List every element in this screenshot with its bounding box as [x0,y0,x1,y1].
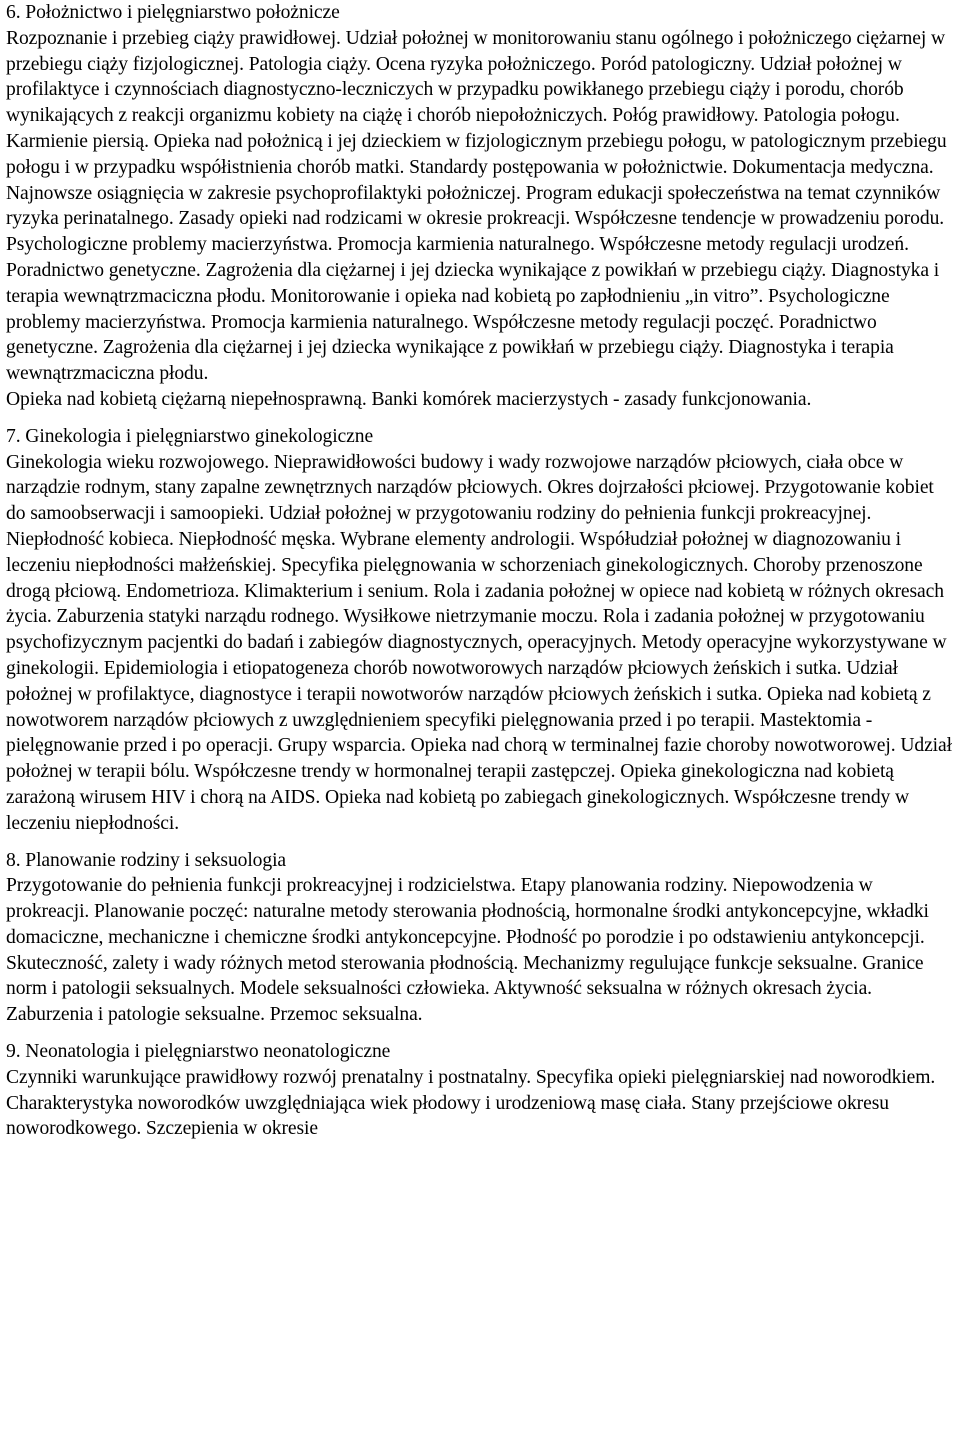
section-paragraph: Rozpoznanie i przebieg ciąży prawidłowej. Udział położnej w monitorowaniu stanu ogólnego i położniczego ciężarnej w przebiegu ciąży fizjologicznej. Patologia ciąży. Ocena ryzyka położniczego. Poród patologiczny. Udział położnej w profilaktyce i czynnościach diagnostyczno-leczniczych w przypadku powikłanego przebiegu ciąży i porodu, chorób wynikających z reakcji organizmu kobiety na ciążę i chorób niepołożniczych. Połóg prawidłowy. Patologia połogu. Karmienie piersią. Opieka nad położnicą i jej dzieckiem w fizjologicznym przebiegu połogu, w patologicznym przebiegu połogu i w przypadku współistnienia chorób matki. Standardy postępowania w położnictwie. Dokumentacja medyczna. Najnowsze osiągnięcia w zakresie psychoprofilaktyki położniczej. Program edukacji społeczeństwa na temat czynników ryzyka perinatalnego. Zasady opieki nad rodzicami w okresie prokreacji. Współczesne tendencje w prowadzeniu porodu. Psychologiczne problemy macierzyństwa. Promocja karmienia naturalnego. Współczesne metody regulacji urodzeń. Poradnictwo genetyczne. Zagrożenia dla ciężarnej i jej dziecka wynikające z powikłań w przebiegu ciąży. Diagnostyka i terapia wewnątrzmaciczna płodu. Monitorowanie i opieka nad kobietą po zapłodnieniu „in vitro”. Psychologiczne problemy macierzyństwa. Promocja karmienia naturalnego. Współczesne metody regulacji poczęć. Poradnictwo genetyczne. Zagrożenia dla ciężarnej i jej dziecka wynikające z powikłań w przebiegu ciąży. Diagnostyka i terapia wewnątrzmaciczna płodu. [6,27,947,385]
section-heading: 6. Położnictwo i pielęgniarstwo położnicze [6,2,340,23]
section-family-planning [6,848,954,1029]
section-heading: 9. Neonatologia i pielęgniarstwo neonatologiczne [6,1041,391,1063]
section-paragraph: Ginekologia wieku rozwojowego. Nieprawidłowości budowy i wady rozwojowe narządów płciowych, ciała obce w narządzie rodnym, stany zapalne zewnętrznych narządów płciowych. Okres dojrzałości płciowej. Przygotowanie kobiet do samoobserwacji i samoopieki. Udział położnej w przygotowaniu rodziny do pełnienia funkcji prokreacyjnej. Niepłodność kobieca. Niepłodność męska. Wybrane elementy andrologii. Współudział położnej w diagnozowaniu i leczeniu niepłodności małżeńskiej. Specyfika pielęgnowania w schorzeniach ginekologicznych. Choroby przenoszone drogą płciową. Endometrioza. Klimakterium i senium. Rola i zadania położnej w opiece nad kobietą w różnych okresach życia. Zaburzenia statyki narządu rodnego. Wysiłkowe nietrzymanie moczu. Rola i zadania położnej w przygotowaniu psychofizycznym pacjentki do badań i zabiegów diagnostycznych, operacyjnych. Metody operacyjne wykorzystywane w ginekologii. Epidemiologia i etiopatogeneza chorób nowotworowych narządów płciowych żeńskich i sutka. Udział położnej w profilaktyce, diagnostyce i terapii nowotworów narządów płciowych żeńskich i sutka. Opieka nad kobietą z nowotworem narządów płciowych z uwzględnieniem specyfiki pielęgnowania przed i po terapii. Mastektomia - pielęgnowanie przed i po operacji. Grupy wsparcia. Opieka nad chorą w terminalnej fazie choroby nowotworowej. Udział położnej w terapii bólu. Współczesne trendy w hormonalnej terapii zastępczej. Opieka ginekologiczna nad kobietą zarażoną wirusem HIV i chorą na AIDS. Opieka nad kobietą po zabiegach ginekologicznych. Współczesne trendy w leczeniu niepłodności. [6,451,952,834]
section-paragraph: Opieka nad kobietą ciężarną niepełnosprawną. Banki komórek macierzystych - zasady funkcjonowania. [6,388,812,410]
section-neonatology [6,1039,954,1142]
section-paragraph: Czynniki warunkujące prawidłowy rozwój prenatalny i postnatalny. Specyfika opieki pielęgniarskiej nad noworodkiem. Charakterystyka noworodków uwzględniająca wiek płodowy i urodzeniową masę ciała. Stany przejściowe okresu noworodkowego. Szczepienia w okresie [6,1066,936,1140]
section-heading: 8. Planowanie rodziny i seksuologia [6,849,287,871]
section-heading: 7. Ginekologia i pielęgniarstwo ginekologiczne [6,425,374,447]
section-paragraph: Przygotowanie do pełnienia funkcji prokreacyjnej i rodzicielstwa. Etapy planowania rodziny. Niepowodzenia w prokreacji. Planowanie poczęć: naturalne metody sterowania płodnością, hormonalne środki antykoncepcyjne, wkładki domaciczne, mechaniczne i chemiczne środki antykoncepcyjne. Płodność po porodzie i po odstawieniu antykoncepcji. Skuteczność, zalety i wady różnych metod sterowania płodnością. Mechanizmy regulujące funkcje seksualne. Granice norm i patologii seksualnych. Modele seksualności człowieka. Aktywność seksualna w różnych okresach życia. Zaburzenia i patologie seksualne. Przemoc seksualna. [6,875,929,1026]
section-obstetrics [6,0,954,413]
section-gynecology [6,424,954,837]
